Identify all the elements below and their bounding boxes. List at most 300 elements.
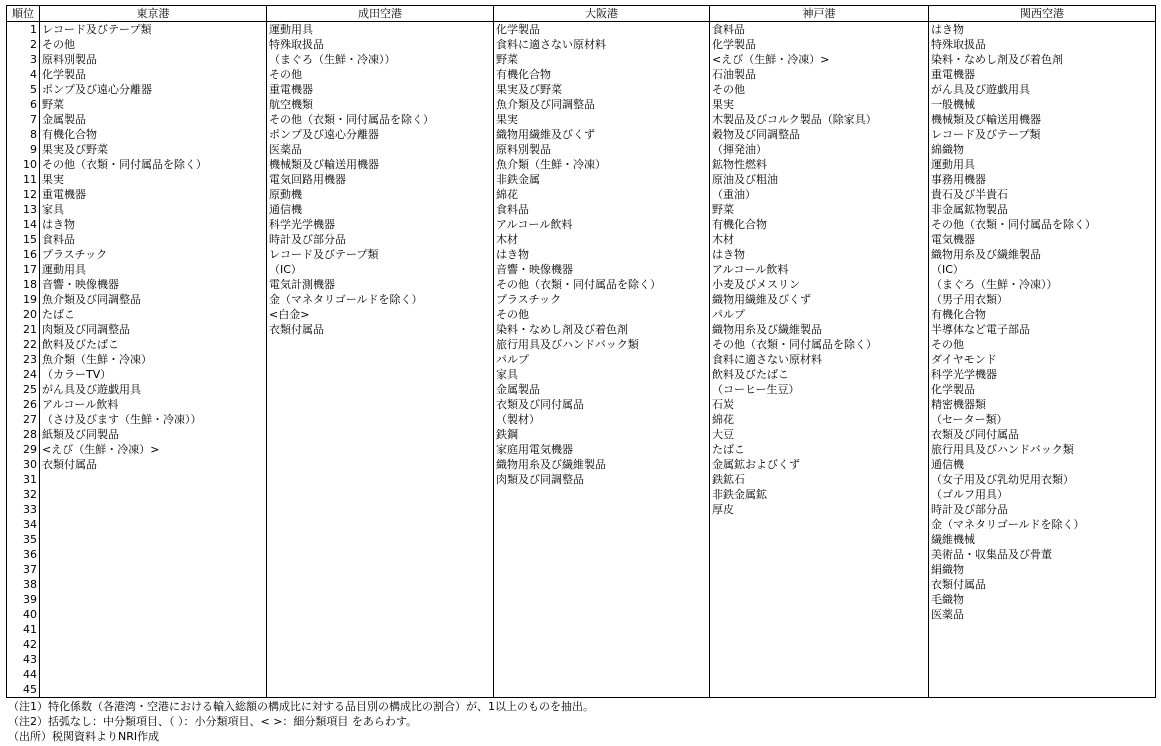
kansai-airport-cell: （IC）: [929, 262, 1156, 277]
table-row: [7, 352, 1156, 367]
osaka-port-cell: 化学製品: [494, 22, 710, 38]
table-row: [7, 637, 1156, 652]
narita-airport-cell: [267, 607, 494, 622]
kansai-airport-cell: 衣類及び同付属品: [929, 427, 1156, 442]
table-row: [7, 172, 1156, 187]
osaka-port-cell: はき物: [494, 247, 710, 262]
tokyo-port-cell: 魚介類（生鮮・冷凍）: [40, 352, 267, 367]
tokyo-port-cell: 果実及び野菜: [40, 142, 267, 157]
tokyo-port-cell: レコード及びテープ類: [40, 22, 267, 38]
narita-airport-cell: [267, 502, 494, 517]
rank-cell: 10: [7, 157, 40, 172]
kansai-airport-cell: 繊維機械: [929, 532, 1156, 547]
osaka-port-cell: 織物用糸及び繊維製品: [494, 457, 710, 472]
tokyo-port-cell: [40, 682, 267, 698]
osaka-port-cell: [494, 622, 710, 637]
kobe-port-cell: [710, 592, 929, 607]
table-row: [7, 127, 1156, 142]
osaka-port-cell: 原料別製品: [494, 142, 710, 157]
narita-airport-cell: [267, 517, 494, 532]
rank-cell: 36: [7, 547, 40, 562]
kobe-port-cell: [710, 562, 929, 577]
kobe-port-cell: はき物: [710, 247, 929, 262]
osaka-port-cell: [494, 517, 710, 532]
osaka-port-cell: [494, 667, 710, 682]
kansai-airport-cell: 染料・なめし剤及び着色剤: [929, 52, 1156, 67]
tokyo-port-cell: [40, 547, 267, 562]
kobe-port-cell: 食料品: [710, 22, 929, 38]
kobe-port-cell: （コーヒー生豆）: [710, 382, 929, 397]
table-row: [7, 322, 1156, 337]
narita-airport-cell: [267, 577, 494, 592]
rank-cell: 27: [7, 412, 40, 427]
table-row: [7, 262, 1156, 277]
table-row: [7, 592, 1156, 607]
osaka-port-cell: 染料・なめし剤及び着色剤: [494, 322, 710, 337]
rank-cell: 23: [7, 352, 40, 367]
table-row: [7, 487, 1156, 502]
kansai-airport-cell: ダイヤモンド: [929, 352, 1156, 367]
rank-cell: 44: [7, 667, 40, 682]
kansai-airport-cell: 半導体など電子部品: [929, 322, 1156, 337]
table-row: [7, 427, 1156, 442]
tokyo-port-cell: [40, 637, 267, 652]
table-row: [7, 472, 1156, 487]
table-row: [7, 202, 1156, 217]
narita-airport-cell: （まぐろ（生鮮・冷凍））: [267, 52, 494, 67]
table-row: [7, 457, 1156, 472]
kansai-airport-cell: 一般機械: [929, 97, 1156, 112]
kansai-airport-cell: 重電機器: [929, 67, 1156, 82]
tokyo-port-cell: 飲料及びたばこ: [40, 337, 267, 352]
tokyo-port-cell: がん具及び遊戯用具: [40, 382, 267, 397]
kansai-airport-cell: 電気機器: [929, 232, 1156, 247]
tokyo-port-cell: 家具: [40, 202, 267, 217]
narita-airport-cell: [267, 667, 494, 682]
rank-cell: 25: [7, 382, 40, 397]
kansai-airport-cell: 貴石及び半貴石: [929, 187, 1156, 202]
tokyo-port-cell: 音響・映像機器: [40, 277, 267, 292]
rank-cell: 8: [7, 127, 40, 142]
kobe-port-cell: その他: [710, 82, 929, 97]
table-row: [7, 517, 1156, 532]
kansai-airport-cell: がん具及び遊戯用具: [929, 82, 1156, 97]
narita-airport-cell: レコード及びテープ類: [267, 247, 494, 262]
table-row: [7, 22, 1156, 38]
table-row: [7, 412, 1156, 427]
table-row: [7, 157, 1156, 172]
tokyo-port-cell: [40, 562, 267, 577]
rank-cell: 24: [7, 367, 40, 382]
tokyo-port-cell: 魚介類及び同調整品: [40, 292, 267, 307]
tokyo-port-cell: [40, 592, 267, 607]
header-kobe-port: 神戸港: [710, 6, 929, 22]
header-rank: 順位: [7, 6, 40, 22]
kobe-port-cell: 綿花: [710, 412, 929, 427]
kansai-airport-cell: 化学製品: [929, 382, 1156, 397]
page: [6, 5, 1156, 744]
kobe-port-cell: 果実: [710, 97, 929, 112]
osaka-port-cell: 金属製品: [494, 382, 710, 397]
narita-airport-cell: 科学光学機器: [267, 217, 494, 232]
table-row: [7, 307, 1156, 322]
osaka-port-cell: その他（衣類・同付属品を除く）: [494, 277, 710, 292]
narita-airport-cell: 通信機: [267, 202, 494, 217]
rank-cell: 9: [7, 142, 40, 157]
kansai-airport-cell: 精密機器類: [929, 397, 1156, 412]
rank-cell: 43: [7, 652, 40, 667]
osaka-port-cell: [494, 502, 710, 517]
tokyo-port-cell: はき物: [40, 217, 267, 232]
rank-cell: 31: [7, 472, 40, 487]
osaka-port-cell: [494, 547, 710, 562]
kansai-airport-cell: [929, 682, 1156, 698]
tokyo-port-cell: [40, 622, 267, 637]
kansai-airport-cell: 科学光学機器: [929, 367, 1156, 382]
tokyo-port-cell: [40, 652, 267, 667]
footnotes: [6, 699, 1156, 744]
tokyo-port-cell: 果実: [40, 172, 267, 187]
narita-airport-cell: [267, 547, 494, 562]
narita-airport-cell: [267, 562, 494, 577]
narita-airport-cell: 重電機器: [267, 82, 494, 97]
narita-airport-cell: <白金>: [267, 307, 494, 322]
tokyo-port-cell: その他: [40, 37, 267, 52]
kobe-port-cell: 鉱物性燃料: [710, 157, 929, 172]
tokyo-port-cell: <えび（生鮮・冷凍）>: [40, 442, 267, 457]
tokyo-port-cell: 運動用具: [40, 262, 267, 277]
osaka-port-cell: [494, 532, 710, 547]
osaka-port-cell: [494, 652, 710, 667]
table-row: [7, 367, 1156, 382]
tokyo-port-cell: [40, 517, 267, 532]
narita-airport-cell: 原動機: [267, 187, 494, 202]
rank-cell: 28: [7, 427, 40, 442]
kobe-port-cell: [710, 637, 929, 652]
rank-cell: 38: [7, 577, 40, 592]
osaka-port-cell: （製材）: [494, 412, 710, 427]
narita-airport-cell: （IC）: [267, 262, 494, 277]
osaka-port-cell: プラスチック: [494, 292, 710, 307]
table-row: [7, 82, 1156, 97]
kansai-airport-cell: 毛織物: [929, 592, 1156, 607]
kobe-port-cell: [710, 577, 929, 592]
rank-cell: 2: [7, 37, 40, 52]
tokyo-port-cell: 有機化合物: [40, 127, 267, 142]
table-row: [7, 607, 1156, 622]
rank-cell: 26: [7, 397, 40, 412]
rank-cell: 18: [7, 277, 40, 292]
kobe-port-cell: [710, 532, 929, 547]
table-row: [7, 547, 1156, 562]
rank-cell: 40: [7, 607, 40, 622]
table-row: [7, 232, 1156, 247]
kobe-port-cell: [710, 547, 929, 562]
table-row: [7, 532, 1156, 547]
narita-airport-cell: [267, 427, 494, 442]
kobe-port-cell: <えび（生鮮・冷凍）>: [710, 52, 929, 67]
kobe-port-cell: 食料に適さない原材料: [710, 352, 929, 367]
header-row: [7, 6, 1156, 22]
narita-airport-cell: [267, 652, 494, 667]
osaka-port-cell: パルプ: [494, 352, 710, 367]
table-row: [7, 442, 1156, 457]
kobe-port-cell: 野菜: [710, 202, 929, 217]
narita-airport-cell: [267, 412, 494, 427]
rank-cell: 17: [7, 262, 40, 277]
tokyo-port-cell: [40, 607, 267, 622]
table-row: [7, 112, 1156, 127]
table-row: [7, 247, 1156, 262]
narita-airport-cell: [267, 442, 494, 457]
kobe-port-cell: 大豆: [710, 427, 929, 442]
rank-cell: 39: [7, 592, 40, 607]
kansai-airport-cell: 美術品・収集品及び骨董: [929, 547, 1156, 562]
osaka-port-cell: 旅行用具及びハンドバック類: [494, 337, 710, 352]
kansai-airport-cell: （男子用衣類）: [929, 292, 1156, 307]
tokyo-port-cell: 衣類付属品: [40, 457, 267, 472]
kansai-airport-cell: [929, 667, 1156, 682]
rank-cell: 16: [7, 247, 40, 262]
kobe-port-cell: 原油及び粗油: [710, 172, 929, 187]
kansai-airport-cell: [929, 637, 1156, 652]
table-row: [7, 187, 1156, 202]
kobe-port-cell: （揮発油）: [710, 142, 929, 157]
header-tokyo-port: 東京港: [40, 6, 267, 22]
kansai-airport-cell: 有機化合物: [929, 307, 1156, 322]
rank-cell: 21: [7, 322, 40, 337]
kobe-port-cell: 飲料及びたばこ: [710, 367, 929, 382]
narita-airport-cell: 機械類及び輸送用機器: [267, 157, 494, 172]
kansai-airport-cell: その他: [929, 337, 1156, 352]
table-row: [7, 292, 1156, 307]
tokyo-port-cell: 原料別製品: [40, 52, 267, 67]
table-row: [7, 682, 1156, 698]
osaka-port-cell: その他: [494, 307, 710, 322]
narita-airport-cell: [267, 682, 494, 698]
osaka-port-cell: 魚介類及び同調整品: [494, 97, 710, 112]
narita-airport-cell: [267, 382, 494, 397]
table-row: [7, 142, 1156, 157]
narita-airport-cell: 衣類付属品: [267, 322, 494, 337]
tokyo-port-cell: プラスチック: [40, 247, 267, 262]
osaka-port-cell: 鉄鋼: [494, 427, 710, 442]
kansai-airport-cell: 医薬品: [929, 607, 1156, 622]
tokyo-port-cell: [40, 532, 267, 547]
table-row: [7, 622, 1156, 637]
table-row: [7, 382, 1156, 397]
table-row: [7, 337, 1156, 352]
rank-cell: 3: [7, 52, 40, 67]
tokyo-port-cell: 野菜: [40, 97, 267, 112]
osaka-port-cell: [494, 577, 710, 592]
rank-cell: 12: [7, 187, 40, 202]
osaka-port-cell: 果実及び野菜: [494, 82, 710, 97]
osaka-port-cell: 食料品: [494, 202, 710, 217]
osaka-port-cell: 音響・映像機器: [494, 262, 710, 277]
kansai-airport-cell: はき物: [929, 22, 1156, 38]
kansai-airport-cell: 通信機: [929, 457, 1156, 472]
header-narita-airport: 成田空港: [267, 6, 494, 22]
tokyo-port-cell: その他（衣類・同付属品を除く）: [40, 157, 267, 172]
table-row: [7, 52, 1156, 67]
rank-cell: 45: [7, 682, 40, 698]
kobe-port-cell: 織物用糸及び繊維製品: [710, 322, 929, 337]
rank-cell: 32: [7, 487, 40, 502]
osaka-port-cell: 果実: [494, 112, 710, 127]
table-row: [7, 652, 1156, 667]
kobe-port-cell: 石油製品: [710, 67, 929, 82]
osaka-port-cell: [494, 562, 710, 577]
header-osaka-port: 大阪港: [494, 6, 710, 22]
kansai-airport-cell: レコード及びテープ類: [929, 127, 1156, 142]
narita-airport-cell: 運動用具: [267, 22, 494, 38]
narita-airport-cell: 電気計測機器: [267, 277, 494, 292]
tokyo-port-cell: たばこ: [40, 307, 267, 322]
narita-airport-cell: [267, 457, 494, 472]
kansai-airport-cell: [929, 652, 1156, 667]
kobe-port-cell: 厚皮: [710, 502, 929, 517]
kansai-airport-cell: （女子用及び乳幼児用衣類）: [929, 472, 1156, 487]
osaka-port-cell: 綿花: [494, 187, 710, 202]
tokyo-port-cell: （さけ及びます（生鮮・冷凍））: [40, 412, 267, 427]
kobe-port-cell: （重油）: [710, 187, 929, 202]
narita-airport-cell: [267, 487, 494, 502]
tokyo-port-cell: アルコール飲料: [40, 397, 267, 412]
kobe-port-cell: 石炭: [710, 397, 929, 412]
source-note: （出所）税関資料よりNRI作成: [8, 730, 160, 743]
kansai-airport-cell: 機械類及び輸送用機器: [929, 112, 1156, 127]
table-row: [7, 502, 1156, 517]
kobe-port-cell: [710, 682, 929, 698]
tokyo-port-cell: 金属製品: [40, 112, 267, 127]
rank-cell: 4: [7, 67, 40, 82]
tokyo-port-cell: 食料品: [40, 232, 267, 247]
kobe-port-cell: その他（衣類・同付属品を除く）: [710, 337, 929, 352]
rank-cell: 5: [7, 82, 40, 97]
tokyo-port-cell: （カラーTV）: [40, 367, 267, 382]
narita-airport-cell: [267, 367, 494, 382]
osaka-port-cell: 織物用繊維及びくず: [494, 127, 710, 142]
header-kansai-airport: 関西空港: [929, 6, 1156, 22]
tokyo-port-cell: 重電機器: [40, 187, 267, 202]
narita-airport-cell: その他: [267, 67, 494, 82]
rank-cell: 6: [7, 97, 40, 112]
rank-cell: 15: [7, 232, 40, 247]
tokyo-port-cell: [40, 667, 267, 682]
osaka-port-cell: [494, 637, 710, 652]
rank-cell: 13: [7, 202, 40, 217]
kobe-port-cell: 穀物及び同調整品: [710, 127, 929, 142]
rank-cell: 30: [7, 457, 40, 472]
kobe-port-cell: 有機化合物: [710, 217, 929, 232]
table-row: [7, 97, 1156, 112]
rank-cell: 20: [7, 307, 40, 322]
kansai-airport-cell: （ゴルフ用具）: [929, 487, 1156, 502]
kansai-airport-cell: 衣類付属品: [929, 577, 1156, 592]
narita-airport-cell: [267, 397, 494, 412]
narita-airport-cell: [267, 472, 494, 487]
osaka-port-cell: 魚介類（生鮮・冷凍）: [494, 157, 710, 172]
tokyo-port-cell: [40, 577, 267, 592]
kobe-port-cell: 非鉄金属鉱: [710, 487, 929, 502]
table-row: [7, 277, 1156, 292]
kobe-port-cell: [710, 517, 929, 532]
kobe-port-cell: [710, 652, 929, 667]
table-row: [7, 37, 1156, 52]
kobe-port-cell: 化学製品: [710, 37, 929, 52]
narita-airport-cell: [267, 532, 494, 547]
osaka-port-cell: 非鉄金属: [494, 172, 710, 187]
table-row: [7, 667, 1156, 682]
kansai-airport-cell: 事務用機器: [929, 172, 1156, 187]
narita-airport-cell: 時計及び部分品: [267, 232, 494, 247]
rank-cell: 34: [7, 517, 40, 532]
kobe-port-cell: [710, 667, 929, 682]
narita-airport-cell: [267, 637, 494, 652]
osaka-port-cell: 木材: [494, 232, 710, 247]
osaka-port-cell: 食料に適さない原材料: [494, 37, 710, 52]
osaka-port-cell: [494, 592, 710, 607]
rank-cell: 35: [7, 532, 40, 547]
table-row: [7, 562, 1156, 577]
osaka-port-cell: 家庭用電気機器: [494, 442, 710, 457]
narita-airport-cell: 金（マネタリゴールドを除く）: [267, 292, 494, 307]
kansai-airport-cell: 特殊取扱品: [929, 37, 1156, 52]
osaka-port-cell: 衣類及び同付属品: [494, 397, 710, 412]
kobe-port-cell: たばこ: [710, 442, 929, 457]
rank-cell: 29: [7, 442, 40, 457]
tokyo-port-cell: 化学製品: [40, 67, 267, 82]
kansai-airport-cell: 綿織物: [929, 142, 1156, 157]
table-row: [7, 397, 1156, 412]
narita-airport-cell: 電気回路用機器: [267, 172, 494, 187]
tokyo-port-cell: ポンプ及び遠心分離器: [40, 82, 267, 97]
kobe-port-cell: 織物用繊維及びくず: [710, 292, 929, 307]
kobe-port-cell: [710, 622, 929, 637]
narita-airport-cell: その他（衣類・同付属品を除く）: [267, 112, 494, 127]
osaka-port-cell: [494, 607, 710, 622]
tokyo-port-cell: [40, 502, 267, 517]
kansai-airport-cell: 金（マネタリゴールドを除く）: [929, 517, 1156, 532]
osaka-port-cell: 肉類及び同調整品: [494, 472, 710, 487]
table-row: [7, 577, 1156, 592]
rank-cell: 37: [7, 562, 40, 577]
kobe-port-cell: アルコール飲料: [710, 262, 929, 277]
table-row: [7, 217, 1156, 232]
tokyo-port-cell: 紙類及び同製品: [40, 427, 267, 442]
kobe-port-cell: 小麦及びメスリン: [710, 277, 929, 292]
kansai-airport-cell: 運動用具: [929, 157, 1156, 172]
narita-airport-cell: 航空機類: [267, 97, 494, 112]
table-row: [7, 67, 1156, 82]
rank-cell: 19: [7, 292, 40, 307]
kobe-port-cell: 鉄鉱石: [710, 472, 929, 487]
tokyo-port-cell: 肉類及び同調整品: [40, 322, 267, 337]
kansai-airport-cell: 織物用糸及び繊維製品: [929, 247, 1156, 262]
tokyo-port-cell: [40, 487, 267, 502]
import-ranking-table: [6, 5, 1156, 698]
narita-airport-cell: [267, 337, 494, 352]
kobe-port-cell: [710, 607, 929, 622]
kansai-airport-cell: 時計及び部分品: [929, 502, 1156, 517]
kobe-port-cell: 木材: [710, 232, 929, 247]
kobe-port-cell: パルプ: [710, 307, 929, 322]
tokyo-port-cell: [40, 472, 267, 487]
kansai-airport-cell: 旅行用具及びハンドバック類: [929, 442, 1156, 457]
osaka-port-cell: 野菜: [494, 52, 710, 67]
rank-cell: 11: [7, 172, 40, 187]
